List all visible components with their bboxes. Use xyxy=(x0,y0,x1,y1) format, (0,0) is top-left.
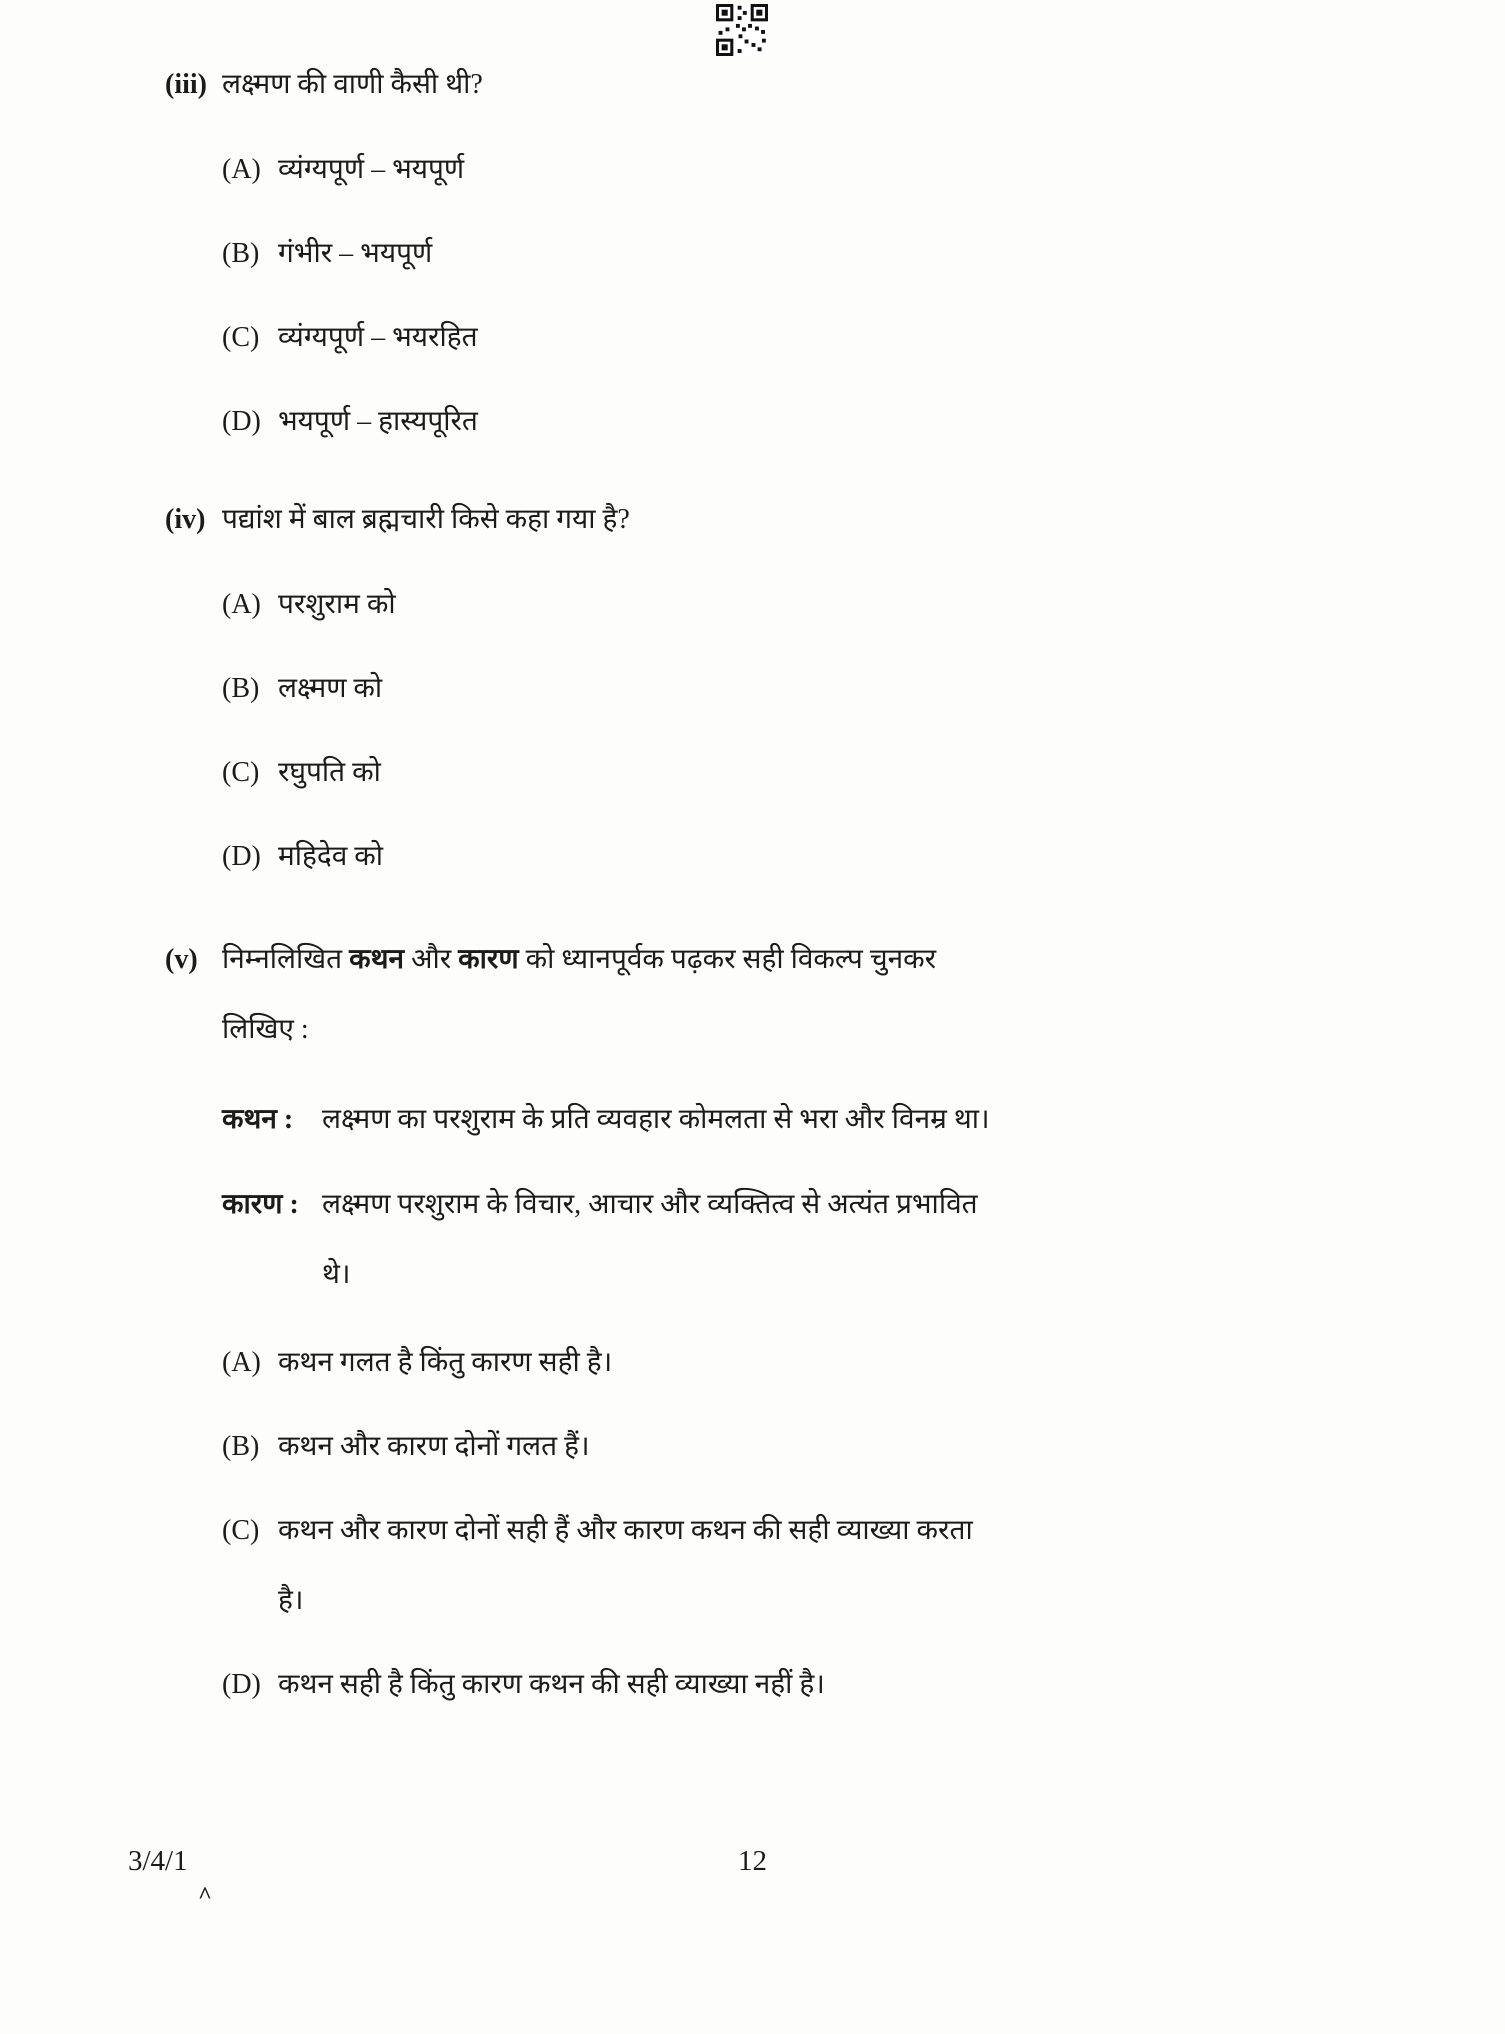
option-v-b xyxy=(165,1412,1395,1482)
option-iii-c xyxy=(165,303,1395,373)
option-text: कथन गलत है किंतु कारण सही है। xyxy=(278,1347,613,1378)
option-text: व्यंग्यपूर्ण – भयरहित xyxy=(278,322,478,353)
option-text: भयपूर्ण – हास्यपूरित xyxy=(278,406,478,437)
question-v-intro xyxy=(222,925,936,995)
statement-label: कथन : xyxy=(222,1104,294,1135)
question-v-options xyxy=(165,1328,1395,1720)
option-iv-d xyxy=(165,822,1395,892)
option-v-d xyxy=(165,1650,1395,1720)
option-iii-a xyxy=(165,135,1395,205)
option-label: (C) xyxy=(222,322,260,353)
question-v-number: (v) xyxy=(165,944,198,975)
question-iv xyxy=(165,485,1395,892)
caret-mark: ^ xyxy=(198,1883,210,1909)
reason-text-line1: लक्ष्मण परशुराम के विचार, आचार और व्यक्तित्व से अत्यंत प्रभावित xyxy=(322,1189,978,1220)
reason-label: कारण : xyxy=(222,1189,299,1220)
option-text: कथन सही है किंतु कारण कथन की सही व्याख्या नहीं है। xyxy=(278,1669,825,1700)
option-label: (C) xyxy=(222,757,260,788)
option-text: कथन और कारण दोनों गलत हैं। xyxy=(278,1431,590,1462)
question-iii-text: लक्ष्मण की वाणी कैसी थी? xyxy=(222,69,483,100)
option-label: (A) xyxy=(222,154,261,185)
question-v-intro-line2: लिखिए : xyxy=(222,1014,309,1045)
question-iv-number: (iv) xyxy=(165,504,206,535)
reason-text-line2: थे। xyxy=(322,1259,351,1290)
question-iii-options xyxy=(165,135,1395,457)
option-text: महिदेव को xyxy=(278,841,384,872)
option-text-line1: कथन और कारण दोनों सही हैं और कारण कथन की सही व्याख्या करता xyxy=(278,1515,973,1546)
question-iv-text: पद्यांश में बाल ब्रह्मचारी किसे कहा गया है? xyxy=(222,504,630,535)
option-text: व्यंग्यपूर्ण – भयपूर्ण xyxy=(278,154,465,185)
question-iii xyxy=(165,50,1395,457)
option-iv-c xyxy=(165,738,1395,808)
option-text: लक्ष्मण को xyxy=(278,673,383,704)
option-v-c xyxy=(165,1496,1395,1636)
reason-row xyxy=(165,1170,1395,1310)
intro-segment: निम्नलिखित xyxy=(222,944,343,975)
option-text: परशुराम को xyxy=(278,589,396,620)
intro-segment: और xyxy=(411,944,452,975)
option-text: गंभीर – भयपूर्ण xyxy=(278,238,433,269)
option-iv-b xyxy=(165,654,1395,724)
question-v xyxy=(165,925,1395,1720)
option-iii-d xyxy=(165,387,1395,457)
intro-bold-reason-word: कारण xyxy=(458,944,519,975)
reason-text xyxy=(322,1170,978,1310)
option-text xyxy=(278,1496,973,1636)
question-iii-number: (iii) xyxy=(165,69,207,100)
option-label: (D) xyxy=(222,841,261,872)
question-iv-options xyxy=(165,570,1395,892)
option-label: (D) xyxy=(222,406,261,437)
option-label: (C) xyxy=(222,1515,260,1546)
paper-code: 3/4/1 xyxy=(128,1845,188,1877)
option-iii-b xyxy=(165,219,1395,289)
statement-text: लक्ष्मण का परशुराम के प्रति व्यवहार कोमलता से भरा और विनम्र था। xyxy=(322,1104,990,1135)
option-label: (A) xyxy=(222,1347,261,1378)
intro-bold-statement-word: कथन xyxy=(349,944,405,975)
intro-segment: को ध्यानपूर्वक पढ़कर सही विकल्प चुनकर xyxy=(525,944,937,975)
option-label: (B) xyxy=(222,1431,260,1462)
option-text-line2: है। xyxy=(278,1585,304,1616)
option-text: रघुपति को xyxy=(278,757,381,788)
option-label: (A) xyxy=(222,589,261,620)
page-number: 12 xyxy=(738,1845,767,1877)
statement-row xyxy=(165,1085,1395,1155)
option-v-a xyxy=(165,1328,1395,1398)
option-iv-a xyxy=(165,570,1395,640)
option-label: (B) xyxy=(222,238,260,269)
option-label: (D) xyxy=(222,1669,261,1700)
option-label: (B) xyxy=(222,673,260,704)
